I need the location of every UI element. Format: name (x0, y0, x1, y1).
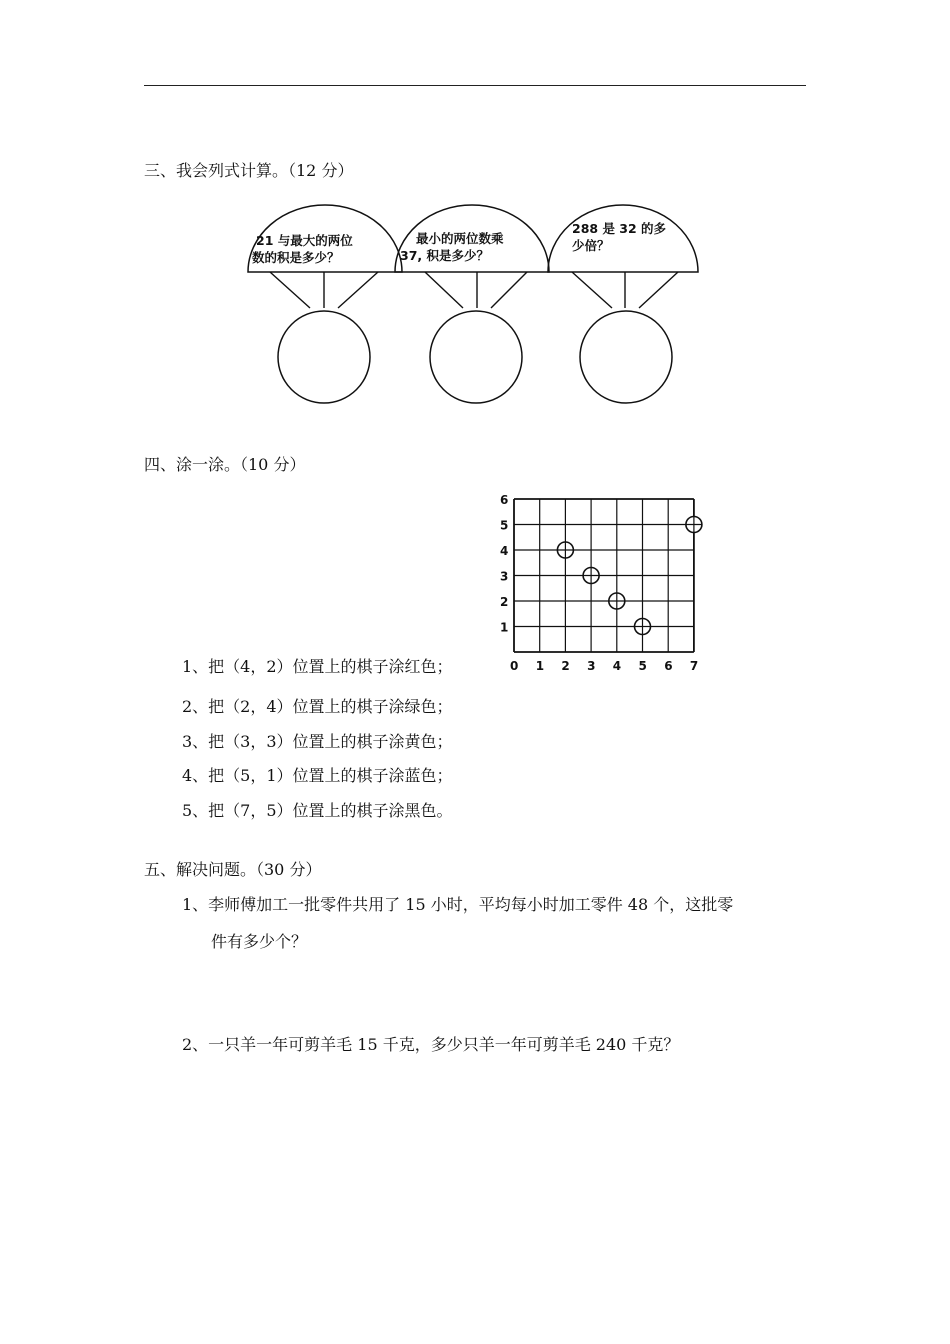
instruction-4: 4、把（5，1）位置上的棋子涂蓝色； (182, 766, 453, 785)
question-2: 2、一只羊一年可剪羊毛 15 千克，多少只羊一年可剪羊毛 240 千克？ (182, 1035, 680, 1054)
bubble-1-line2: 数的积是多少？ (252, 250, 340, 265)
header-rule (144, 85, 806, 86)
parachute-2 (395, 205, 549, 403)
x-tick-label: 6 (664, 659, 673, 673)
y-tick-label: 4 (500, 544, 509, 558)
chess-piece[interactable] (635, 619, 651, 635)
bubble-1-line1: 21 与最大的两位 (256, 233, 353, 248)
parachute-1 (248, 205, 402, 403)
y-tick-label: 5 (500, 518, 509, 533)
parachute-diagram (230, 196, 710, 418)
x-tick-label: 7 (689, 659, 699, 673)
question-1-line1: 1、李师傅加工一批零件共用了 15 小时，平均每小时加工零件 48 个，这批零 (182, 895, 734, 914)
instruction-1: 1、把（4，2）位置上的棋子涂红色； (182, 657, 453, 676)
answer-circle-1[interactable] (278, 311, 370, 403)
coordinate-grid (498, 490, 710, 680)
y-tick-label: 2 (500, 595, 509, 609)
y-tick-label: 1 (500, 620, 509, 635)
y-tick-label: 6 (500, 493, 509, 507)
y-tick-label: 3 (500, 569, 509, 584)
bubble-3-line2: 少倍？ (572, 238, 610, 253)
dome-3 (548, 205, 698, 272)
instruction-3: 3、把（3，3）位置上的棋子涂黄色； (182, 732, 453, 751)
x-tick-label: 1 (535, 659, 545, 673)
bubble-3-line1: 288 是 32 的多 (572, 221, 667, 236)
grid-lines (514, 499, 694, 652)
chess-piece[interactable] (557, 542, 573, 558)
answer-circle-2[interactable] (430, 311, 522, 403)
x-tick-label: 5 (638, 659, 647, 673)
chess-piece[interactable] (583, 568, 599, 584)
x-tick-label: 0 (510, 659, 519, 673)
answer-circle-3[interactable] (580, 311, 672, 403)
parachute-3 (548, 205, 698, 403)
bubble-2-line1: 最小的两位数乘 (416, 231, 504, 246)
instruction-2: 2、把（2，4）位置上的棋子涂绿色； (182, 697, 453, 716)
bubble-2-line2: 37, 积是多少？ (400, 248, 489, 263)
question-1-line2: 件有多少个？ (211, 932, 308, 951)
instruction-5: 5、把（7，5）位置上的棋子涂黑色。 (182, 801, 453, 820)
section4-heading: 四、涂一涂。（10 分） (144, 455, 306, 474)
x-tick-label: 3 (587, 659, 596, 673)
chess-piece[interactable] (686, 517, 702, 533)
x-tick-label: 2 (561, 659, 570, 673)
section5-heading: 五、解决问题。（30 分） (144, 860, 322, 879)
x-tick-label: 4 (612, 659, 622, 673)
section3-heading: 三、我会列式计算。（12 分） (144, 161, 354, 180)
chess-piece[interactable] (609, 593, 625, 609)
